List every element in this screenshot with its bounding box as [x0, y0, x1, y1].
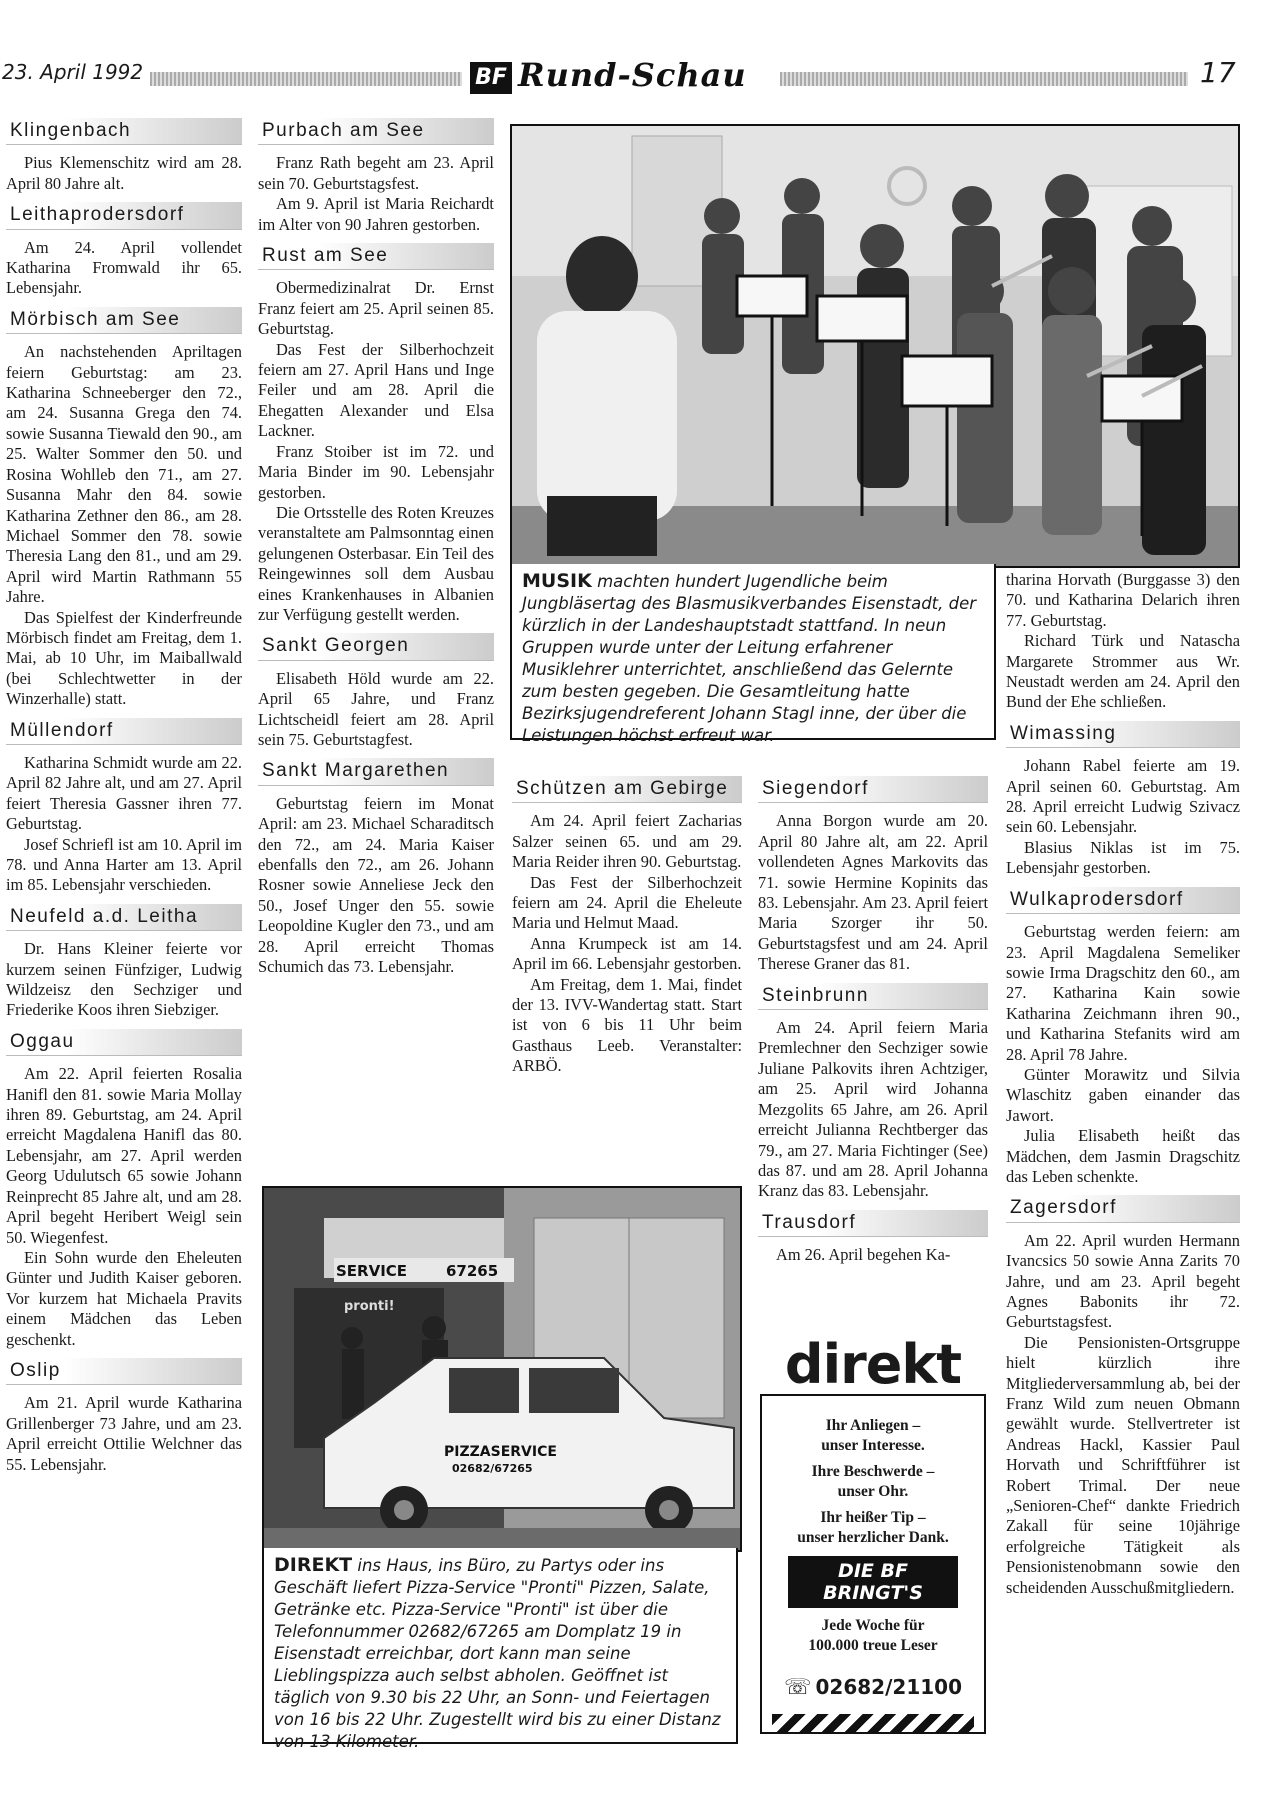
ad-zigzag-border [772, 1714, 974, 1732]
music-photo [510, 124, 1240, 568]
article-text: Am 24. April feiert Zacharias Salzer seinen 65. und am 29. Maria Reider ihren 90. Geburtstag. [512, 811, 742, 872]
issue-date: 23. April 1992 [2, 60, 144, 84]
heading-purbach: Purbach am See [258, 118, 494, 145]
article-text: Geburtstag werden feiern: am 23. April Magdalena Semeliker sowie Irma Dragschitz den 60., am 27. Katharina Kain sowie Katharina Zeichmann ihren 90., und Katharina Stefanits wird am 28. April 78 Jahre. [1006, 922, 1240, 1064]
article-text: Anna Krumpeck ist am 14. April im 66. Lebensjahr gestorben. [512, 933, 742, 974]
article-text: Elisabeth Höld wurde am 22. April 65 Jahre, und Franz Lichtscheidl feiert am 28. April sein 75. Geburtstagfest. [258, 668, 494, 749]
article-text: Franz Rath begeht am 23. April sein 70. Geburtstagsfest. [258, 153, 494, 193]
article-text: Das Fest der Silberhochzeit feiern am 24. April die Eheleute Maria und Helmut Maad. [512, 872, 742, 933]
ad-box [760, 1394, 986, 1734]
article-text: Am 24. April vollendet Katharina Fromwald ihr 65. Lebensjahr. [6, 237, 242, 298]
article-text: Günter Morawitz und Silvia Wlaschitz gaben einander das Jawort. [1006, 1064, 1240, 1125]
article-text: An nachstehenden Apriltagen feiern Geburtstag: am 23. Katharina Schneeberger den 72., am 24. Susanna Grega den 74. sowie Susanna Tiewald den 90., am 25. Walter Sommer den 50. und Rosina Wohlleb den 71., am 27. Susanna Mahr den 84. sowie Katharina Zethner den 86., am 28. Michael Sommer den 78. sowie Theresia Lang den 81., und am 29. April wird Martin Rathmann 55 Jahre. [6, 342, 242, 607]
heading-muellendorf: Müllendorf [6, 718, 242, 745]
article-text: Ein Sohn wurde den Eheleuten Günter und Judith Kaiser geboren. Vor kurzem hat Michaela Pravits einem Mädchen das Leben geschenkt. [6, 1247, 242, 1349]
article-text: Geburtstag feiern im Monat April: am 23. Michael Scharaditsch den 72., am 24. Maria Kaiser ebenfalls den 72., am 26. Johann Rosner sowie Anneliese Jeck den 50., Josef Unger den 55. sowie Leopoldine Kugler den 73., und am 28. April erreicht Thomas Schumich das 73. Lebensjahr. [258, 793, 494, 977]
ad-line: Ihre Beschwerde – [811, 1463, 935, 1480]
article-text: Am 22. April feierten Rosalia Hanifl den 81. sowie Maria Mollay ihren 89. Geburtstag, am 24. April erreicht Magdalena Hanifl das 80. Lebensjahr, am 27. April werden Georg Udulutsch 65 sowie Johann Reinprecht 85 Jahre alt, und am 28. April begeht Heribert Weigl sein 50. Wiegenfest. [6, 1064, 242, 1247]
article-text: Am Freitag, dem 1. Mai, findet der 13. IVV-Wandertag statt. Start ist von 6 bis 11 Uhr beim Gasthaus Leeb. Veranstalter: ARBÖ. [512, 974, 742, 1076]
heading-zagersdorf: Zagersdorf [1006, 1195, 1240, 1222]
header-rule-right [780, 72, 1188, 86]
music-caption [510, 564, 996, 745]
pizza-caption-text: ins Haus, ins Büro, zu Partys oder ins Geschäft liefert Pizza-Service "Pronti" Pizzen, Salate, Getränke etc. Pizza-Service "Pronti" ist über die Telefonnummer 02682/67265 am Domplatz 19 in Eisenstadt erreichbar, dort kann man seine Lieblingspizza auch selbst abholen. Geöffnet ist täglich von 9.30 bis 22 Uhr, an Sonn- und Feiertagen von 16 bis 22 Uhr. Zugestellt wird bis zu einer Distanz von 13 Kilometer. [274, 1556, 721, 1751]
heading-sankt-georgen: Sankt Georgen [258, 633, 494, 660]
heading-rust: Rust am See [258, 243, 494, 270]
article-text: Am 24. April feiern Maria Premlechner den Sechziger sowie Juliane Palkovits ihren Achtziger, am 25. April wird Johanna Mezgolits 65 Jahre, am 26. April erreicht Julianna Rechtberger das 79., am 27. Maria Fichtinger (See) das 87. und am 28. April Johanna Kranz das 83. Lebensjahr. [758, 1018, 988, 1201]
sign-service-text: SERVICE [336, 1262, 408, 1280]
heading-siegendorf: Siegendorf [758, 776, 988, 803]
pizza-photo-image [264, 1188, 740, 1550]
bf-logo: BF [470, 62, 512, 94]
window-text: pronti! [344, 1299, 395, 1314]
article-text: Am 9. April ist Maria Reichardt im Alter von 90 Jahren gestorben. [258, 194, 494, 234]
article-text: Die Ortsstelle des Roten Kreuzes veranstaltete am Palmsonntag einen gelungenen Osterbasar. Ein Teil des Reingewinnes soll dem Ausbau eines Krankenhauses in Albanien zur Verfügung gestellt werden. [258, 502, 494, 624]
heading-schuetzen: Schützen am Gebirge [512, 776, 742, 803]
ad-line: 100.000 treue Leser [808, 1637, 938, 1654]
car-phone-text: 02682/67265 [452, 1462, 533, 1475]
article-text: Johann Rabel feierte am 19. April seinen 60. Geburtstag. Am 28. April erreicht Ludwig Szivacz sein 60. Lebensjahr. [1006, 756, 1240, 837]
article-text: Katharina Schmidt wurde am 22. April 82 Jahre alt, und am 27. April feiert Theresia Gassner ihren 77. Geburtstag. [6, 752, 242, 834]
ad-line: unser Interesse. [821, 1437, 925, 1454]
heading-oslip: Oslip [6, 1358, 242, 1385]
ad-line: Ihr heißer Tip – [820, 1509, 926, 1526]
article-text: Blasius Niklas ist im 75. Lebensjahr gestorben. [1006, 837, 1240, 878]
column-1 [6, 118, 242, 1475]
section-title: Rund-Schau [518, 56, 747, 94]
column-3 [512, 776, 742, 1077]
sign-phone-text: 67265 [446, 1262, 499, 1280]
ad-phone: 02682/21100 [815, 1675, 962, 1699]
column-4 [758, 776, 988, 1266]
heading-wulkaprodersdorf: Wulkaprodersdorf [1006, 887, 1240, 914]
header-rule-left [150, 72, 462, 86]
ad-line: Jede Woche für [821, 1617, 925, 1634]
page-number: 17 [1200, 56, 1236, 89]
music-caption-text: machten hundert Jugendliche beim Jungbläsertag des Blasmusikverbandes Eisenstadt, der kürzlich in der Landeshauptstadt stattfand. In neun Gruppen wurde unter der Leitung erfahrener Musiklehrer unterrichtet, anschließend das Gelernte zum besten gegeben. Die Gesamtleitung hatte Bezirksjugendreferent Johann Stagl inne, der über die Leistungen höchst erfreut war. [522, 572, 977, 745]
article-text: Das Fest der Silberhochzeit feiern am 27. April Hans und Inge Feiler und am 28. April die Ehegatten Alexander und Elsa Lackner. [258, 339, 494, 441]
pizza-caption [262, 1548, 738, 1751]
article-text: Das Spielfest der Kinderfreunde Mörbisch findet am Freitag, dem 1. Mai, ab 10 Uhr, im Maiballwald (bei Schlechtwetter in der Winzerhalle) statt. [6, 607, 242, 709]
article-text: Anna Borgon wurde am 20. April 80 Jahre alt, am 22. April vollendeten Agnes Markovits das 71. sowie Hermine Kopinits das 83. Lebensjahr. Am 23. April feiert Maria Szorger ihr 50. Geburtstagsfest und am 24. April Therese Graner das 81. [758, 811, 988, 974]
article-text: Franz Stoiber ist im 72. und Maria Binder im 90. Lebensjahr gestorben. [258, 441, 494, 502]
music-photo-image [512, 126, 1238, 566]
heading-sankt-margarethen: Sankt Margarethen [258, 758, 494, 785]
ad-phone-row [762, 1674, 984, 1700]
ad-title: direkt [784, 1333, 962, 1396]
article-text: Am 26. April begehen Ka- [776, 1245, 951, 1265]
direkt-ad [760, 1333, 986, 1736]
column-5 [1006, 570, 1240, 1598]
pizza-caption-lead: DIREKT [274, 1554, 353, 1576]
heading-leithaprodersdorf: Leithaprodersdorf [6, 202, 242, 229]
article-text: Richard Türk und Natascha Margarete Strommer aus Wr. Neustadt werden am 24. April den Bund der Ehe schließen. [1006, 631, 1240, 712]
pizza-photo [262, 1186, 742, 1552]
article-text: Am 22. April wurden Hermann Ivancsics 50 sowie Anna Zarits 70 Jahre, und am 23. April begeht Agnes Babonits ihr 72. Geburtstagsfest. [1006, 1230, 1240, 1332]
heading-neufeld: Neufeld a.d. Leitha [6, 904, 242, 931]
ad-line: unser Ohr. [837, 1483, 909, 1500]
telephone-icon: ☏ [784, 1674, 812, 1699]
article-text: Dr. Hans Kleiner feierte vor kurzem seinen Fünfziger, Ludwig Wildzeisz den Sechziger und Friederike Koos ihren Siebziger. [6, 939, 242, 1020]
heading-steinbrunn: Steinbrunn [758, 983, 988, 1010]
article-text: Josef Schriefl ist am 10. April im 78. und Anna Harter am 13. April im 85. Lebensjahr verschieden. [6, 834, 242, 895]
column-2 [258, 118, 494, 977]
article-text: Pius Klemenschitz wird am 28. April 80 Jahre alt. [6, 153, 242, 193]
ad-banner: DIE BF BRINGT'S [788, 1556, 958, 1608]
article-text: Julia Elisabeth heißt das Mädchen, dem Jasmin Dragschitz das Leben schenkte. [1006, 1126, 1240, 1186]
article-text: Am 21. April wurde Katharina Grillenberger 73 Jahre, und am 23. April erreicht Ottilie Welchner das 55. Lebensjahr. [6, 1393, 242, 1474]
heading-klingenbach: Klingenbach [6, 118, 242, 145]
car-text: PIZZASERVICE [444, 1444, 557, 1460]
article-text: tharina Horvath (Burggasse 3) den 70. und Katharina Delarich ihren 77. Geburtstag. [1006, 570, 1240, 630]
article-text: Die Pensionisten-Ortsgruppe hielt kürzlich ihre Mitgliederversammlung ab, bei der Franz Wild zum neuen Obmann gewählt wurde. Stellvertreter ist Andreas Hackl, Kassier Paul Horvath und Schriftführer ist Robert Trimal. Der neue „Senioren-Chef“ dankte Friedrich Zakall für seine 10jährige erfolgreiche Tätigkeit als Pensionistenobmann sowie den scheidenden Ausschußmitgliedern. [1006, 1332, 1240, 1597]
heading-moerbisch: Mörbisch am See [6, 307, 242, 334]
heading-oggau: Oggau [6, 1029, 242, 1056]
ad-line: Ihr Anliegen – [825, 1417, 921, 1434]
heading-trausdorf: Trausdorf [758, 1210, 988, 1237]
heading-wimassing: Wimassing [1006, 721, 1240, 748]
article-text: Obermedizinalrat Dr. Ernst Franz feiert am 25. April seinen 85. Geburtstag. [258, 278, 494, 339]
ad-line: unser herzlicher Dank. [797, 1529, 949, 1546]
music-caption-lead: MUSIK [522, 570, 592, 592]
